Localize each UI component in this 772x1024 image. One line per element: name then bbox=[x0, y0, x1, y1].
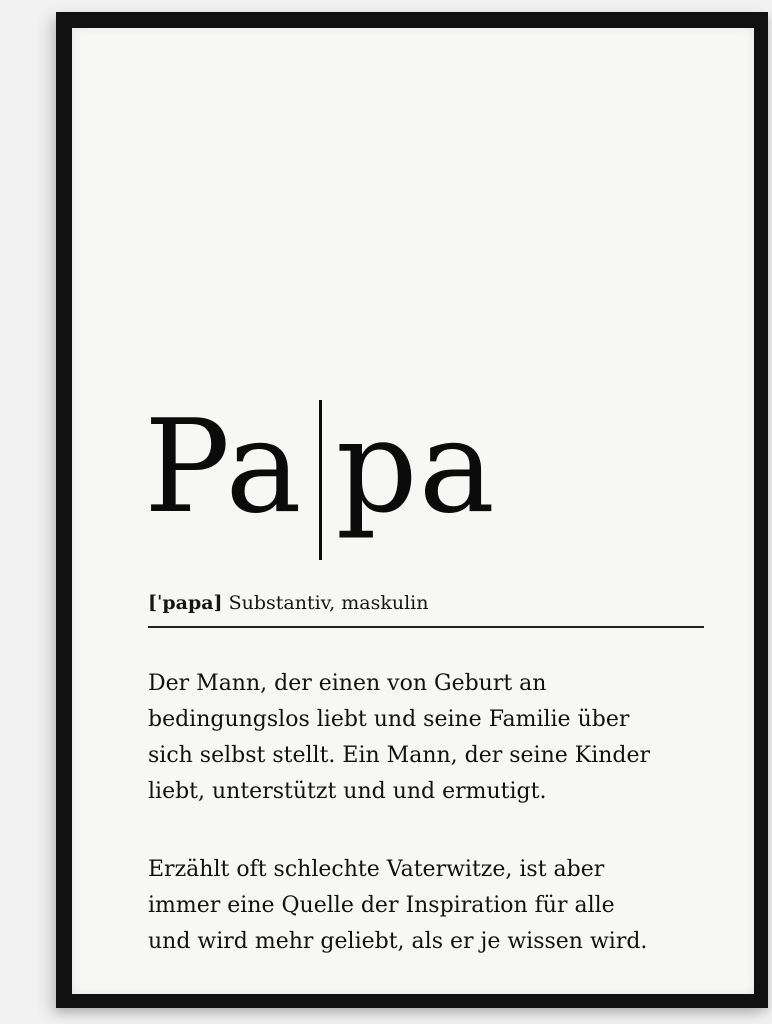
headword-syllable-2: pa bbox=[335, 393, 496, 542]
syllable-divider bbox=[319, 400, 322, 560]
poster-paper bbox=[72, 28, 754, 994]
pronunciation-line bbox=[148, 592, 428, 614]
definition-paragraph-2: Erzählt oft schlechte Vaterwitze, ist aber immer eine Quelle der Inspiration für alle und wird mehr geliebt, als er je wissen wird. bbox=[148, 857, 648, 954]
grammar-info: Substantiv, maskulin bbox=[228, 592, 429, 614]
pronunciation: [ˈpapa] bbox=[148, 592, 223, 614]
headword-syllable-1: Pa bbox=[144, 393, 303, 542]
definition-paragraph-1: Der Mann, der einen von Geburt an bedingungslos liebt und seine Familie über sich selbst stellt. Ein Mann, der seine Kinder liebt, unterstützt und und ermutigt. bbox=[148, 671, 651, 804]
picture-frame bbox=[56, 12, 768, 1008]
divider-rule bbox=[148, 626, 704, 628]
headword bbox=[144, 393, 496, 580]
